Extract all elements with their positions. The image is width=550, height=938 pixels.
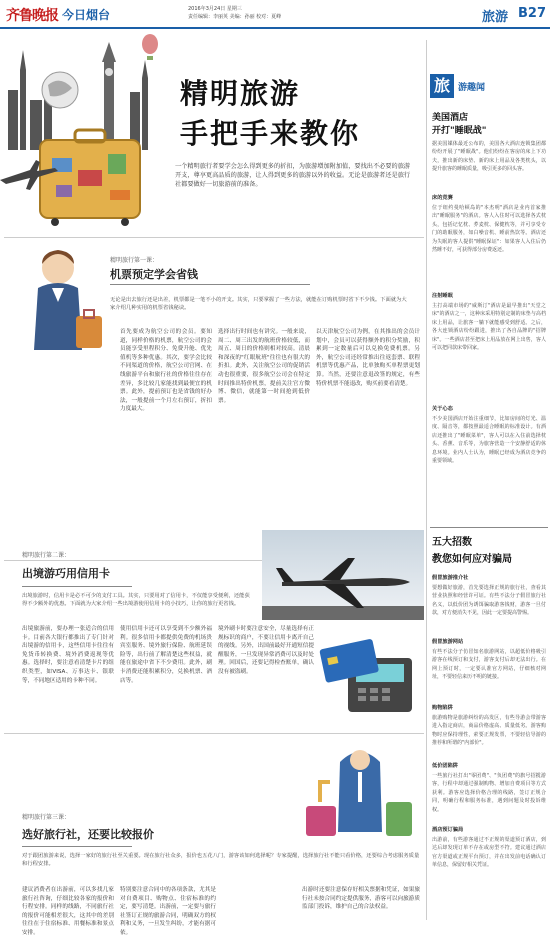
section-name: 旅游 — [482, 10, 509, 25]
section3-col3: 出游时还要注意保存好相关票据和凭证，如果旅行社未按合同约定提供服务，游客可以向旅游质监部门投诉，维护自己的合法权益。 — [302, 887, 420, 911]
story2-para4: 一些旅行社打出"零团费"、"负团费"的旗号招揽游客，行程中却通过强制购物、增加自费项目等方式获利。游客应选择价格合理的线路，签订正规合同，明确行程和服务标准，遇到问题及时投诉维权。 — [432, 773, 546, 813]
section1-intro: 无论是出去旅行还是出差，机票都是一笔不小的开支。其实，只要掌握了一些方法，就能在订购机票时省下不少钱。下面就为大家介绍几种实用的机票省钱秘诀。 — [110, 297, 407, 311]
hero-title-line2: 手把手来教你 — [180, 117, 361, 150]
story2-para5: 出游前，有些游客通过不正规的渠道预订酒店，到达后却发现订单不存在或房型不符。建议通过酒店官方渠道或正规平台预订，并在出发前电话确认订单信息，保留好相关凭证。 — [432, 837, 546, 869]
hero-title-line1: 精明旅游 — [180, 77, 301, 110]
story1-para4: 不少美国酒店开始注重细节，比如房间的灯光、温度、隔音等，都按照最适合睡眠的标准设计。有酒店还推出了"睡眠菜单"，客人可以在入住前选择枕头、香薰、音乐等，为旅客营造一个安静舒适的休息环境。业内人士认为，睡眠已经成为酒店竞争的重要领域。 — [432, 416, 546, 465]
story1-subhead3: 关于心态 — [432, 406, 453, 412]
page-number: B27 — [518, 6, 546, 21]
section2-rule — [22, 586, 132, 587]
header-rule — [0, 27, 550, 29]
travel-guide-illustration — [300, 742, 420, 842]
editor-credits: 责任编辑：李丽英 美编：孙丽 校对：夏峰 — [188, 14, 282, 20]
credit-card-illustration — [318, 640, 422, 718]
story1-subhead2: 注射睡眠 — [432, 293, 453, 299]
story2-subhead1: 假冒旅游推介社 — [432, 575, 469, 581]
story2-para3: 旅游购物是旅游纠纷的高发区，有些导游会带游客进入指定商店，商品价格虚高、质量低劣。游客购物时应保持理性，索要正规发票，不要轻信导游的推荐和所谓的"内部价"。 — [432, 715, 546, 747]
story2-subtitle: 教您如何应对骗局 — [432, 554, 512, 565]
hero-banner — [0, 30, 422, 235]
story2-subhead3: 购物陷阱 — [432, 705, 453, 711]
section3-col1: 建议消费者在出游前，可以多找几家旅行社咨询，仔细比较各家的报价和行程安排。同样的线路，不同旅行社的报价可能相差很大，这其中的差别往往在于住宿标准、用餐标准和景点安排。 — [22, 887, 114, 936]
story1-para3: 主打高端市场的"威斯汀"酒店是最早推出"天堂之床"的酒店之一，这种床采用特别定制的床垫与高档床上用品，让旅客一躺下就能感受到舒适。之后，各大连锁酒店纷纷跟进，推出了各自品牌的"招牌床"。一些酒店甚至把床上用品放在网上出售，客人可以把同款床带回家。 — [432, 303, 546, 352]
right-column-rule — [430, 527, 548, 528]
issue-date: 2016年3月24日 星期三 — [188, 6, 242, 12]
section1-rule — [110, 284, 310, 285]
section2-intro: 出境旅游时，信用卡是必不可少的支付工具。其实，只要用对了信用卡，不仅能享受便利，还能获得不少额外的优惠。下面就为大家介绍一些出境游使用信用卡的小技巧，让你的旅行更省钱。 — [22, 593, 250, 607]
section3-kicker: 精明旅行第三课： — [22, 814, 71, 821]
story2-subhead5: 酒店预订骗局 — [432, 827, 464, 833]
rule — [4, 237, 424, 238]
section1-title: 机票预定学会省钱 — [110, 268, 198, 281]
businesswoman-illustration — [8, 240, 108, 360]
column-rule — [426, 40, 427, 920]
story2-title: 五大招数 — [432, 537, 472, 548]
section2-col3: 境外刷卡时要注意安全，尽量选择有正规标识的商户，不要让信用卡离开自己的视线。另外，出国前最好开通短信提醒服务，一旦发现异常消费可以及时处理。回国后，还要记得检查账单，确认没有被盗刷。 — [218, 626, 314, 675]
section1-col3: 以天津航空公司为例，在其推出的会员计划中，会员可以获得额外的积分奖励，积累到一定数量后可以兑换免费机票。另外，航空公司还经常推出往返套票、联程机票等优惠产品，比单独购买单程票更划算。当然，还要注意退改签的规定，有些特价机票不能退改，购买前要看清楚。 — [316, 329, 420, 387]
story1-para2: 位于纽约曼哈顿岛的"本杰明"酒店是业内首家推出"睡眠服务"的酒店。客人入住时可以选择各式枕头，包括记忆枕、荞麦枕、保健枕等，并可享受专门的助眠服务，如白噪音机、睡前热饮等。酒店还为失眠的客人提供"睡眠保证"：如果客人入住后仍然睡不好，可获得部分房费返还。 — [432, 205, 546, 254]
section1-col1: 首先要成为航空公司的会员。要知道，同样价格的机票，航空公司的会员能享受里程积分、免费升舱、优先值机等多种优惠。其次，要学会比较不同渠道的价格，航空公司官网、在线旅游平台和旅行社的价格往往存在差异，多比较几家能找到最便宜的机票。此外，提前预订也是省钱的好办法，一般提前一个月左右预订，折扣力度最大。 — [120, 329, 212, 413]
tour-news-label: 游趣闻 — [458, 83, 486, 93]
rule — [4, 733, 424, 734]
tour-news-badge: 旅 — [430, 74, 454, 98]
story1-para1: 据美国媒体最近公布的，美国各大酒店连锁集团都纷纷开展了"睡眠战"。他们纷纷在客房的床上下功夫，推出新的床垫、新的床上用品及各类枕头，以提升旅客的睡眠质量，吸引更多的回头客。 — [432, 141, 546, 173]
story1-subtitle: 开打"睡眠战" — [432, 126, 487, 136]
section2-col2: 使用信用卡还可以享受到不少额外福利。很多信用卡都提供免费的机场贵宾室服务、境外旅行保险、航班延误险等，出行前了解清楚这些权益，就能在旅途中省下不少费用。此外，刷卡消费还能积累积分，兑换机票、酒店等。 — [120, 626, 212, 684]
section1-kicker: 精明旅行第一课： — [110, 257, 159, 264]
story2-para1: 要想做好旅游，首先要选择正规的旅行社，查看其营业执照和经营许可证。有些不法分子假冒旅行社名义，以低价团为诱饵骗取游客钱财，游客一旦付款，对方便消失不见，因此一定要提高警惕。 — [432, 585, 546, 617]
section3-rule — [22, 846, 132, 847]
section1-col2: 选择出行时间也有讲究。一般来说，周二、周三出发的航班价格较低，而周五、周日的价格则相对较高。清晨和深夜的"红眼航班"往往也有很大的折扣。此外，关注航空公司的促销活动也很重要，很多航空公司会在特定时间推出特价机票，提前关注官方微博、微信，就能第一时间抢到低价票。 — [218, 329, 310, 404]
section3-intro: 对于跟团旅游来说，选择一家好的旅行社至关重要。现在旅行社众多，报价也五花八门，游客该如何选择呢？专家提醒，选择旅行社不能只看价格，还要综合考虑服务质量和行程安排。 — [22, 853, 420, 867]
airplane-photo — [262, 530, 424, 620]
section2-col1: 出境旅游前，要办理一张适合的信用卡。目前各大银行都推出了专门针对出境游的信用卡，这些信用卡往往有免货币转换费、境外消费返现等优惠。选择时，要注意看清楚卡片的组织类型，如VISA、万事达卡、银联等，不同地区适用的卡种不同。 — [22, 626, 114, 684]
section2-kicker: 精明旅行第二课： — [22, 552, 71, 559]
right-column — [430, 30, 550, 924]
paper-logo: 齐鲁晚报 — [6, 8, 58, 24]
story1-subhead1: 床的竞赛 — [432, 195, 453, 201]
section3-col2: 特别要注意合同中的各项条款，尤其是对自费项目、购物点、住宿标准的约定，要写清楚。出游前，一定要与旅行社签订正规的旅游合同，明确双方的权利和义务，一旦发生纠纷，才能有据可依。 — [120, 887, 216, 936]
section3-title: 选好旅行社，还要比较报价 — [22, 828, 154, 841]
story2-subhead2: 假冒旅游网站 — [432, 639, 464, 645]
section2-title: 出境游巧用信用卡 — [22, 567, 110, 580]
masthead — [0, 0, 550, 26]
hero-intro: 一个精明旅行者要学会怎么得到更多的折扣，为旅游增加附加值，要找出不必要的旅游开支，尊享更高品质的旅游，让人得到更多的旅游以外的收益。无论是旅游者还是旅行社都要做好一切旅游前的准备。 — [175, 163, 411, 188]
story2-subhead4: 低价团陷阱 — [432, 763, 458, 769]
story2-para2: 有些不法分子仿冒知名旅游网站，以超低价格吸引游客在线预订和支付，游客支付后却无法出行。在网上预订时，一定要认准官方网站，仔细核对网址，不要轻信来历不明的链接。 — [432, 649, 546, 681]
edition-name: 今日烟台 — [62, 8, 111, 22]
story1-title: 美国酒店 — [432, 113, 469, 123]
